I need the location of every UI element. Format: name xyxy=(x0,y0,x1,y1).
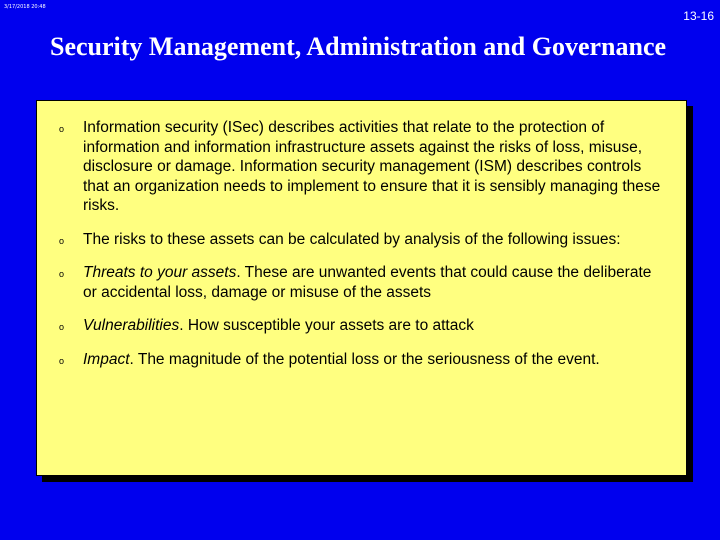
bullet-item-vulnerabilities xyxy=(57,316,669,336)
bullet-text: . How susceptible your assets are to attack xyxy=(179,317,474,334)
bullet-text: Information security (ISec) describes activities that relate to the protection of information and information infrastructure assets against the risks of loss, misuse, disclosure or damage. Information security management (ISM) describes controls that an organization needs to implement to ensure that it is sensibly managing these risks. xyxy=(83,119,661,214)
timestamp: 3/17/2018 20:48 xyxy=(4,4,46,10)
bullet-marker-icon: o xyxy=(59,355,65,366)
bullet-item-impact xyxy=(57,350,669,370)
bullet-term-threats: Threats to your assets xyxy=(83,264,237,281)
bullet-marker-icon: o xyxy=(59,322,65,332)
slide-title: Security Management, Administration and Governance xyxy=(50,32,667,61)
bullet-item-threats xyxy=(57,263,669,302)
bullet-text: The risks to these assets can be calculated by analysis of the following issues: xyxy=(83,230,621,248)
bullet-text: . These are unwanted events that could cause the deliberate or accidental loss, damage or misuse of the assets xyxy=(83,264,652,301)
content-box xyxy=(36,100,687,476)
page-number: 13-16 xyxy=(683,9,714,23)
bullet-item-risk-analysis xyxy=(57,230,669,250)
bullet-list xyxy=(57,118,669,383)
bullet-marker-icon: o xyxy=(59,269,65,279)
bullet-marker-icon: o xyxy=(59,235,65,246)
bullet-item-isec-definition xyxy=(57,118,669,216)
bullet-text: . The magnitude of the potential loss or the seriousness of the event. xyxy=(129,350,600,368)
bullet-term-impact: Impact xyxy=(83,350,130,368)
bullet-term-vulnerabilities: Vulnerabilities xyxy=(83,317,180,334)
bullet-marker-icon: o xyxy=(59,124,65,134)
